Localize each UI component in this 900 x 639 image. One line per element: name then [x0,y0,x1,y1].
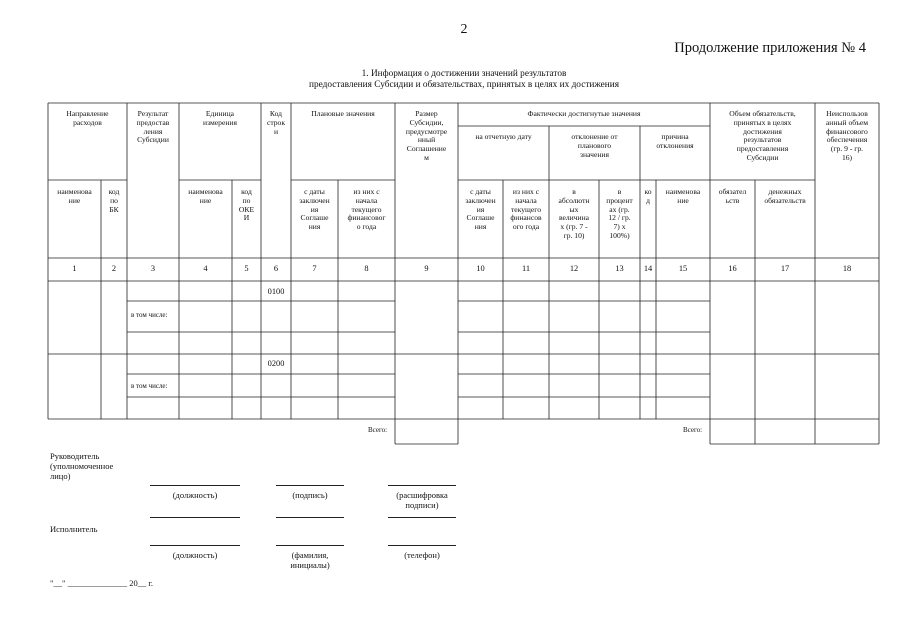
header-result: Результат предостав ления Субсидии [136,110,170,145]
position-line [150,485,240,486]
column-number: 2 [111,265,117,273]
header-subsidy-amount: Размер Субсидии, предусмотре нный Соглашение м [405,110,448,162]
header-row-code: Код строк и [266,110,286,136]
column-number: 1 [72,265,77,273]
column-number: 3 [150,265,156,273]
head-label: Руководитель (уполномоченное лицо) [50,451,114,481]
subheader-obl-commit: обязател ьств [718,188,747,205]
column-number: 12 [569,265,579,273]
including-label: в том числе: [131,382,168,390]
title-line-1: 1. Информация о достижении значений результатов [361,69,567,79]
position-caption: (должность) [172,490,218,500]
column-number: 11 [521,265,531,273]
full-name-caption: (фамилия, инициалы) [290,550,330,570]
column-number: 15 [678,265,688,273]
header-actual: Фактически достигнутые значения [527,110,641,118]
column-number: 17 [780,265,790,273]
column-number: 18 [842,265,852,273]
subheader-dir-name: наименова ние [57,188,92,205]
total-label: Всего: [683,426,703,434]
signature-caption: (подпись) [292,490,328,500]
decoding-line [388,485,456,486]
executor-name-line [276,545,344,546]
subheader-unit-name: наименова ние [188,188,223,205]
subheader-plan-date: с даты заключен ия Соглаше ния [299,188,330,232]
including-label: в том числе: [131,311,168,319]
header-planned: Плановые значения [311,110,375,118]
phone-caption: (телефон) [404,550,440,560]
subheader-plan-year: из них с начала текущего финансовог о года [347,188,386,232]
header-obligations: Объем обязательств, принятых в целях достижения результатов предоставления Субсидии [729,110,796,162]
subheader-act-year: из них с начала текущего финансов ого года [510,188,542,232]
executor-position-caption: (должность) [172,550,218,560]
column-number: 10 [476,265,485,273]
header-direction: Направление расходов [66,110,109,127]
signature-line [276,485,344,486]
line [388,517,456,518]
decoding-caption: (расшифровка подписи) [396,490,448,510]
subheader-unit-code: код по ОКЕ И [238,188,255,223]
page-number: 2 [460,22,468,37]
date-line: "__" ______________ 20__ г. [50,578,153,588]
column-number: 13 [615,265,624,273]
row-code-0200: 0200 [267,360,285,368]
row-code-0100: 0100 [267,288,285,296]
column-number: 5 [244,265,249,273]
executor-label: Исполнитель [50,524,98,534]
header-deviation: отклонение от планового значения [571,133,618,159]
column-number: 9 [424,265,429,273]
header-reason: причина отклонения [656,133,694,150]
subheader-obl-money: денежных обязательств [764,188,806,205]
line [276,517,344,518]
subheader-act-date: с даты заключен ия Соглаше ния [465,188,496,232]
column-number: 14 [643,265,653,273]
column-number: 4 [203,265,208,273]
subheader-dev-pct: в процент ах (гр. 12 / гр. 7) х 100%) [606,188,633,240]
title-line-2: предоставления Субсидии и обязательствах, принятых в целях их достижения [308,80,620,90]
column-number: 8 [364,265,369,273]
column-number: 6 [273,265,279,273]
executor-phone-line [388,545,456,546]
subheader-dir-code: код по БК [108,188,120,214]
header-unused: Неиспользов анный объем финансового обеспечения (гр. 9 - гр. 16) [825,110,869,162]
subheader-reason-name: наименова ние [665,188,701,205]
column-number: 7 [312,265,317,273]
header-on-date: на отчетную дату [475,133,532,141]
column-number: 16 [728,265,737,273]
executor-position-line [150,545,240,546]
line [150,517,240,518]
header-unit: Единица измерения [203,110,237,127]
subheader-reason-code: ко д [644,188,652,205]
subheader-dev-abs: в абсолютн ых величина х (гр. 7 - гр. 10) [558,188,590,240]
appendix-heading: Продолжение приложения № 4 [674,40,866,56]
total-label: Всего: [368,426,388,434]
